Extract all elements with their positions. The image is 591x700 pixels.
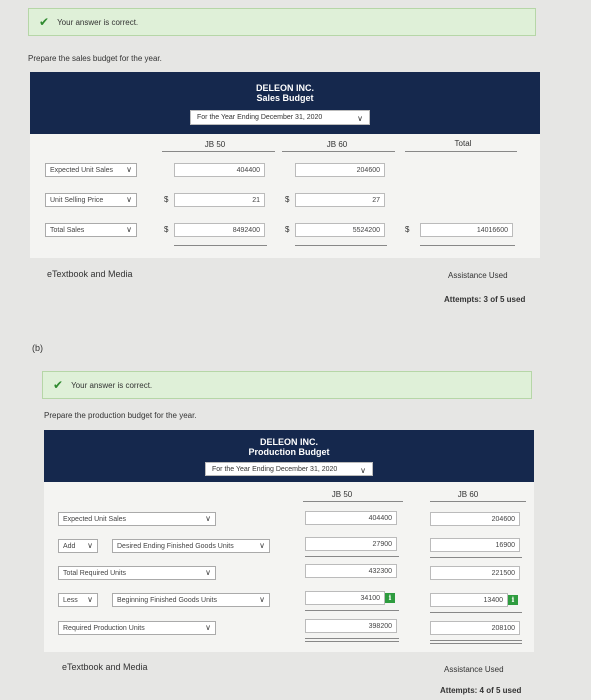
jb60-total-required-input[interactable]: 221500 — [430, 566, 520, 580]
row-label-select[interactable]: Unit Selling Price ∨ — [45, 193, 137, 207]
currency-symbol: $ — [285, 225, 290, 234]
row-label-select[interactable]: Desired Ending Finished Goods Units ∨ — [112, 539, 270, 553]
jb60-required-production-input[interactable]: 208100 — [430, 621, 520, 635]
attempts-counter: Attempts: 4 of 5 used — [440, 686, 522, 695]
total-sales-input[interactable]: 14016600 — [420, 223, 513, 237]
row-label-select[interactable]: Required Production Units ∨ — [58, 621, 216, 635]
instruction-text: Prepare the sales budget for the year. — [28, 54, 162, 63]
column-header-total: Total — [454, 139, 472, 148]
etextbook-link[interactable]: eTextbook and Media — [62, 662, 148, 672]
chevron-down-icon: ∨ — [259, 541, 265, 550]
period-select[interactable] — [205, 462, 373, 476]
chevron-down-icon: ∨ — [87, 595, 93, 604]
operator-select[interactable]: Add ∨ — [58, 539, 98, 553]
banner-text: Your answer is correct. — [57, 17, 139, 27]
jb60-total-sales-input[interactable]: 5524200 — [295, 223, 385, 237]
etextbook-link[interactable]: eTextbook and Media — [47, 269, 133, 279]
assistance-used: Assistance Used — [444, 665, 504, 674]
chevron-down-icon: ∨ — [259, 595, 265, 604]
currency-symbol: $ — [285, 195, 290, 204]
instruction-text: Prepare the production budget for the year. — [44, 411, 197, 420]
column-header-jb60: JB 60 — [326, 140, 348, 149]
currency-symbol: $ — [164, 225, 169, 234]
chevron-down-icon: ∨ — [357, 114, 363, 123]
row-label-select[interactable]: Total Sales ∨ — [45, 223, 137, 237]
checkmark-icon: ✔ — [53, 378, 64, 392]
row-label-select[interactable]: Expected Unit Sales ∨ — [45, 163, 137, 177]
checkmark-icon: ✔ — [39, 15, 50, 29]
info-icon[interactable]: i — [508, 595, 518, 605]
chevron-down-icon: ∨ — [126, 165, 132, 174]
chevron-down-icon: ∨ — [205, 514, 211, 523]
correct-banner-a — [28, 8, 536, 36]
column-header-jb50: JB 50 — [204, 140, 226, 149]
jb50-required-production-input[interactable]: 398200 — [305, 619, 397, 633]
jb50-ending-inventory-input[interactable]: 27900 — [305, 537, 397, 551]
period-select[interactable] — [190, 110, 370, 125]
jb50-expected-sales-input[interactable]: 404400 — [174, 163, 265, 177]
jb60-ending-inventory-input[interactable]: 16900 — [430, 538, 520, 552]
column-header-jb50: JB 50 — [331, 490, 353, 499]
jb50-expected-sales-input[interactable]: 404400 — [305, 511, 397, 525]
jb50-total-sales-input[interactable]: 8492400 — [174, 223, 265, 237]
jb60-expected-sales-input[interactable]: 204600 — [430, 512, 520, 526]
row-label-select[interactable]: Total Required Units ∨ — [58, 566, 216, 580]
part-label: (b) — [32, 343, 43, 353]
banner-text: Your answer is correct. — [71, 380, 153, 390]
company-name: DELEON INC. — [255, 83, 314, 93]
correct-banner-b — [42, 371, 532, 399]
jb60-beginning-inventory-input[interactable]: 13400 — [430, 593, 508, 607]
jb60-expected-sales-input[interactable]: 204600 — [295, 163, 385, 177]
budget-title: Production Budget — [248, 447, 330, 457]
currency-symbol: $ — [405, 225, 410, 234]
jb50-beginning-inventory-input[interactable]: 34100 — [305, 591, 385, 605]
chevron-down-icon: ∨ — [126, 195, 132, 204]
chevron-down-icon: ∨ — [360, 466, 366, 475]
chevron-down-icon: ∨ — [205, 568, 211, 577]
currency-symbol: $ — [164, 195, 169, 204]
jb60-price-input[interactable]: 27 — [295, 193, 385, 207]
budget-title: Sales Budget — [256, 93, 314, 103]
row-label-select[interactable]: Expected Unit Sales ∨ — [58, 512, 216, 526]
chevron-down-icon: ∨ — [87, 541, 93, 550]
operator-select[interactable]: Less ∨ — [58, 593, 98, 607]
row-label-select[interactable]: Beginning Finished Goods Units ∨ — [112, 593, 270, 607]
jb50-total-required-input[interactable]: 432300 — [305, 564, 397, 578]
jb50-price-input[interactable]: 21 — [174, 193, 265, 207]
attempts-counter: Attempts: 3 of 5 used — [444, 295, 526, 304]
chevron-down-icon: ∨ — [126, 225, 132, 234]
company-name: DELEON INC. — [259, 437, 318, 447]
period-text: For the Year Ending December 31, 2020 — [212, 465, 338, 473]
chevron-down-icon: ∨ — [205, 623, 211, 632]
assistance-used: Assistance Used — [448, 271, 508, 280]
column-header-jb60: JB 60 — [457, 490, 479, 499]
period-text: For the Year Ending December 31, 2020 — [197, 114, 323, 121]
info-icon[interactable]: i — [385, 593, 395, 603]
